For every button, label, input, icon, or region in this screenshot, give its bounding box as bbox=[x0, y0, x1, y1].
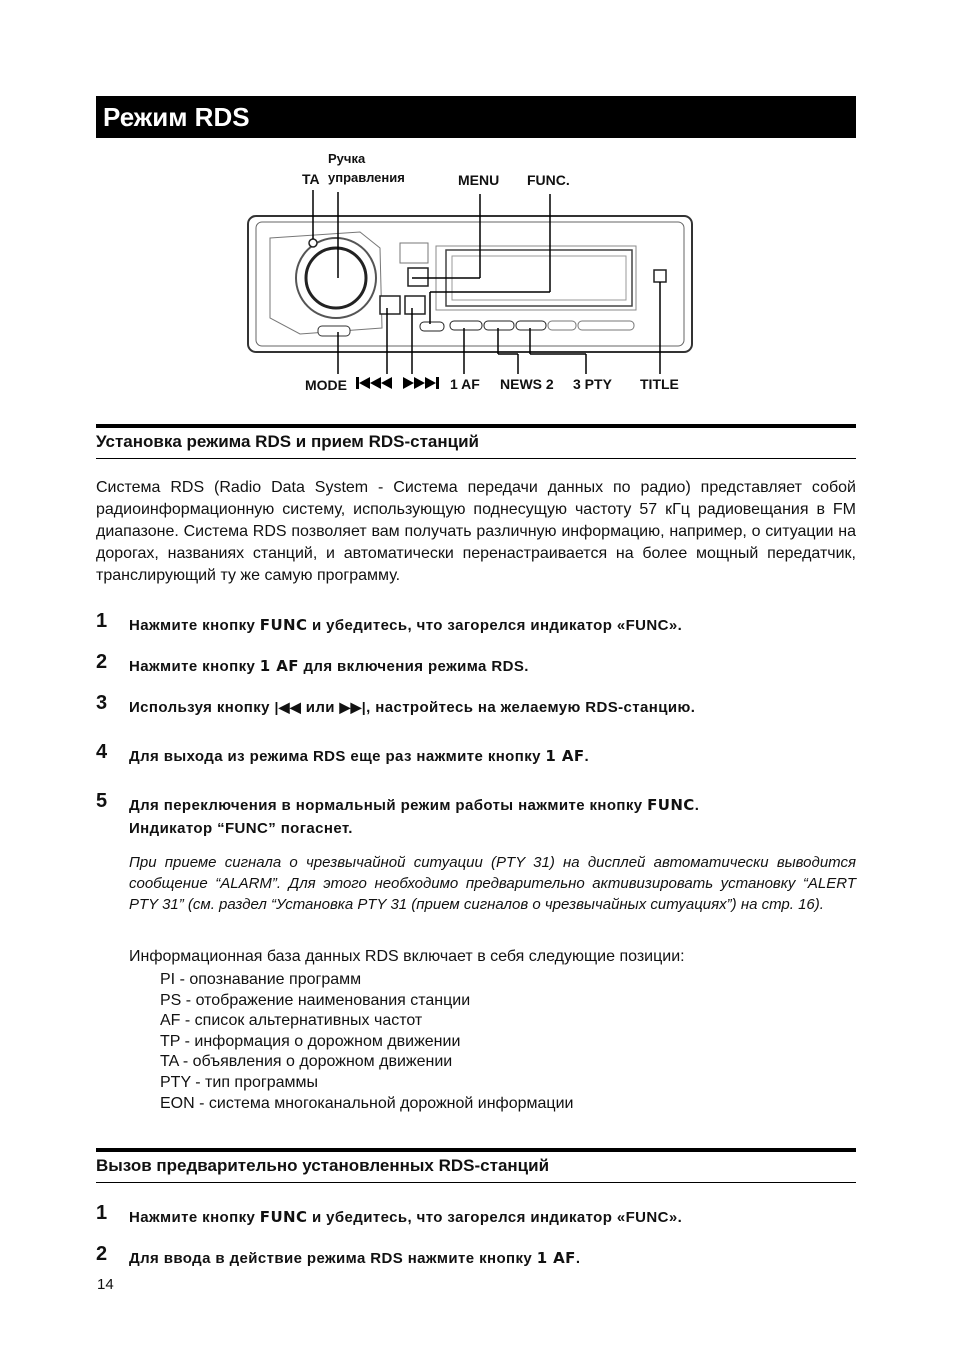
head-unit-diagram bbox=[240, 148, 700, 398]
af-key: 1 AF bbox=[536, 1249, 576, 1267]
skip-forward-icon: ▶▶| bbox=[339, 699, 367, 715]
label-title: TITLE bbox=[640, 376, 679, 392]
label-3pty: 3 PTY bbox=[573, 376, 612, 392]
func-key: FUNC bbox=[647, 796, 695, 814]
step-number: 2 bbox=[96, 651, 108, 673]
rds-info-list bbox=[160, 970, 573, 1114]
label-menu: MENU bbox=[458, 172, 500, 188]
func-key: FUNC bbox=[259, 616, 308, 634]
step-text: Нажмите кнопку FUNC и убедитесь, что загорелся индикатор «FUNC». bbox=[129, 616, 683, 634]
func-key: FUNC bbox=[259, 1208, 308, 1226]
list-item: PI - опознавание программ bbox=[160, 971, 362, 988]
list-item: TP - информация о дорожном движении bbox=[160, 1032, 461, 1050]
list-item: TA - объявления о дорожном движении bbox=[160, 1053, 453, 1071]
step-number: 1 bbox=[96, 1202, 108, 1224]
section-heading-rds-setup: Установка режима RDS и прием RDS-станций bbox=[96, 424, 856, 459]
rds-intro-paragraph: Система RDS (Radio Data System - Система передачи данных по радио) представляет собой радиоинформационную систему, использующую поднесущую частоту 57 кГц радиовещания в FM диапазоне. Система RDS позволяет вам получать различную информацию, например, о ситуации на дорогах, названиях станций, и автоматически перенастраивается на более мощный передатчик, транслирующий ту же самую программу. bbox=[96, 479, 856, 584]
label-func: FUNC. bbox=[527, 172, 570, 188]
step-text: Для выхода из режима RDS еще раз нажмите кнопку 1 AF. bbox=[129, 747, 590, 765]
af-key: 1 AF bbox=[545, 747, 585, 765]
step-text: Используя кнопку |◀◀ или ▶▶|, настройтесь на желаемую RDS-станцию. bbox=[129, 699, 696, 716]
step-number: 3 bbox=[96, 692, 108, 714]
skip-back-icon: |◀◀ bbox=[274, 699, 302, 715]
step-number: 4 bbox=[96, 741, 108, 763]
list-item: EON - система многоканальной дорожной информации bbox=[160, 1094, 574, 1112]
step-text: Нажмите кнопку 1 AF для включения режима RDS. bbox=[129, 657, 529, 675]
list-item: PS - отображение наименования станции bbox=[160, 991, 471, 1009]
step-number: 2 bbox=[96, 1243, 108, 1265]
list-item: AF - список альтернативных частот bbox=[160, 1012, 423, 1030]
section-heading-preset-recall: Вызов предварительно установленных RDS-станций bbox=[96, 1148, 856, 1183]
skip-back-icon bbox=[356, 377, 392, 389]
info-intro: Информационная база данных RDS включает в себя следующие позиции: bbox=[129, 948, 685, 965]
step-text: Для переключения в нормальный режим работы нажмите кнопку FUNC. Индикатор “FUNC” погаснет. bbox=[129, 796, 700, 837]
alarm-note: При приеме сигнала о чрезвычайной ситуации (PTY 31) на дисплей автоматически выводится сообщение “ALARM”. Для этого необходимо предварительно активизировать установку “ALERT PTY 31” (см. раздел “Установка PTY 31 (прием сигналов о чрезвычайных ситуациях”) на стр. 16). bbox=[129, 854, 856, 913]
page-number: 14 bbox=[97, 1276, 114, 1293]
af-key: 1 AF bbox=[259, 657, 299, 675]
label-news2: NEWS 2 bbox=[500, 376, 554, 392]
step-number: 5 bbox=[96, 790, 108, 812]
step-text: Нажмите кнопку FUNC и убедитесь, что загорелся индикатор «FUNC». bbox=[129, 1208, 683, 1226]
skip-forward-icon bbox=[403, 377, 439, 389]
label-mode: MODE bbox=[305, 377, 347, 393]
label-1af: 1 AF bbox=[450, 376, 480, 392]
step-text: Для ввода в действие режима RDS нажмите кнопку 1 AF. bbox=[129, 1249, 581, 1267]
label-knob-line1: Ручка bbox=[328, 151, 366, 166]
label-knob-line2: управления bbox=[328, 170, 405, 185]
label-ta: TA bbox=[302, 171, 320, 187]
step-number: 1 bbox=[96, 610, 108, 632]
page-title: Режим RDS bbox=[96, 96, 856, 138]
list-item: PTY - тип программы bbox=[160, 1073, 319, 1091]
